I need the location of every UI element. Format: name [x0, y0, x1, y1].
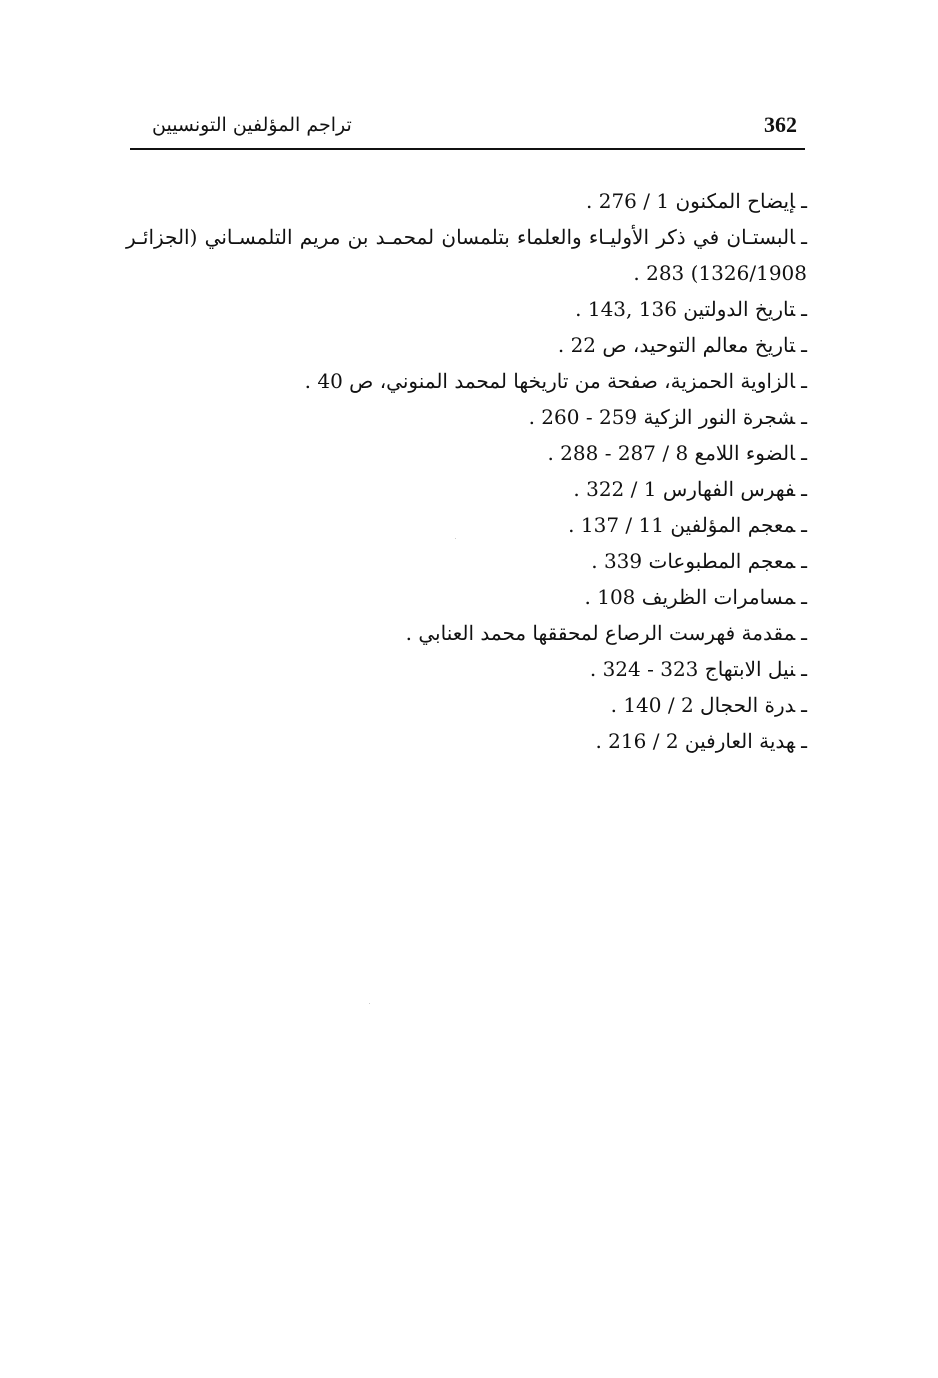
reference-text: هدية العارفين 2 / 216 . — [595, 729, 796, 753]
reference-item — [126, 435, 807, 471]
reference-text: فهرس الفهارس 1 / 322 . — [573, 477, 796, 501]
reference-item — [126, 507, 807, 543]
list-dash: ـ — [801, 441, 807, 465]
reference-text: تاريخ معالم التوحيد، ص 22 . — [557, 333, 796, 357]
page-number: 362 — [764, 112, 797, 137]
reference-item — [126, 291, 807, 327]
reference-item — [126, 579, 807, 615]
reference-item — [126, 687, 807, 723]
reference-item — [126, 363, 807, 399]
reference-text: نيل الابتهاج 323 - 324 . — [589, 657, 796, 681]
scan-speck — [369, 1003, 370, 1004]
reference-text: شجرة النور الزكية 259 - 260 . — [528, 405, 796, 429]
reference-text: معجم المطبوعات 339 . — [591, 549, 796, 573]
list-dash: ـ — [801, 513, 807, 537]
list-dash: ـ — [801, 189, 807, 213]
reference-item — [126, 471, 807, 507]
reference-text: البستـان في ذكر الأوليـاء والعلماء بتلمسان لمحمـد بن مريم التلمسـاني (الجزائـر 1326/1908) 283 . — [126, 225, 807, 285]
reference-text: مسامرات الظريف 108 . — [584, 585, 796, 609]
reference-text: إيضاح المكنون 1 / 276 . — [586, 189, 796, 213]
reference-item — [126, 399, 807, 435]
list-dash: ـ — [801, 729, 807, 753]
running-title: تراجم المؤلفين التونسيين — [152, 114, 352, 136]
reference-text: مقدمة فهرست الرصاع لمحققها محمد العنابي . — [405, 621, 796, 645]
list-dash: ـ — [801, 657, 807, 681]
reference-text: الزاوية الحمزية، صفحة من تاريخها لمحمد المنوني، ص 40 . — [304, 369, 796, 393]
reference-item — [126, 183, 807, 219]
list-dash: ـ — [801, 549, 807, 573]
list-dash: ـ — [801, 405, 807, 429]
reference-text: تاريخ الدولتين 136 ,143 . — [575, 297, 796, 321]
reference-text: الضوء اللامع 8 / 287 - 288 . — [547, 441, 796, 465]
page-header — [130, 108, 805, 150]
list-dash: ـ — [801, 585, 807, 609]
list-dash: ـ — [801, 333, 807, 357]
reference-item — [126, 615, 807, 651]
reference-text: معجم المؤلفين 11 / 137 . — [568, 513, 796, 537]
list-dash: ـ — [801, 477, 807, 501]
reference-list — [126, 183, 807, 759]
reference-item — [126, 543, 807, 579]
list-dash: ـ — [801, 621, 807, 645]
list-dash: ـ — [801, 297, 807, 321]
reference-text: درة الحجال 2 / 140 . — [610, 693, 796, 717]
list-dash: ـ — [801, 369, 807, 393]
list-dash: ـ — [801, 693, 807, 717]
reference-item — [126, 651, 807, 687]
reference-item — [126, 219, 807, 291]
list-dash: ـ — [801, 225, 807, 249]
reference-item — [126, 723, 807, 759]
scan-speck — [455, 538, 456, 539]
reference-item — [126, 327, 807, 363]
